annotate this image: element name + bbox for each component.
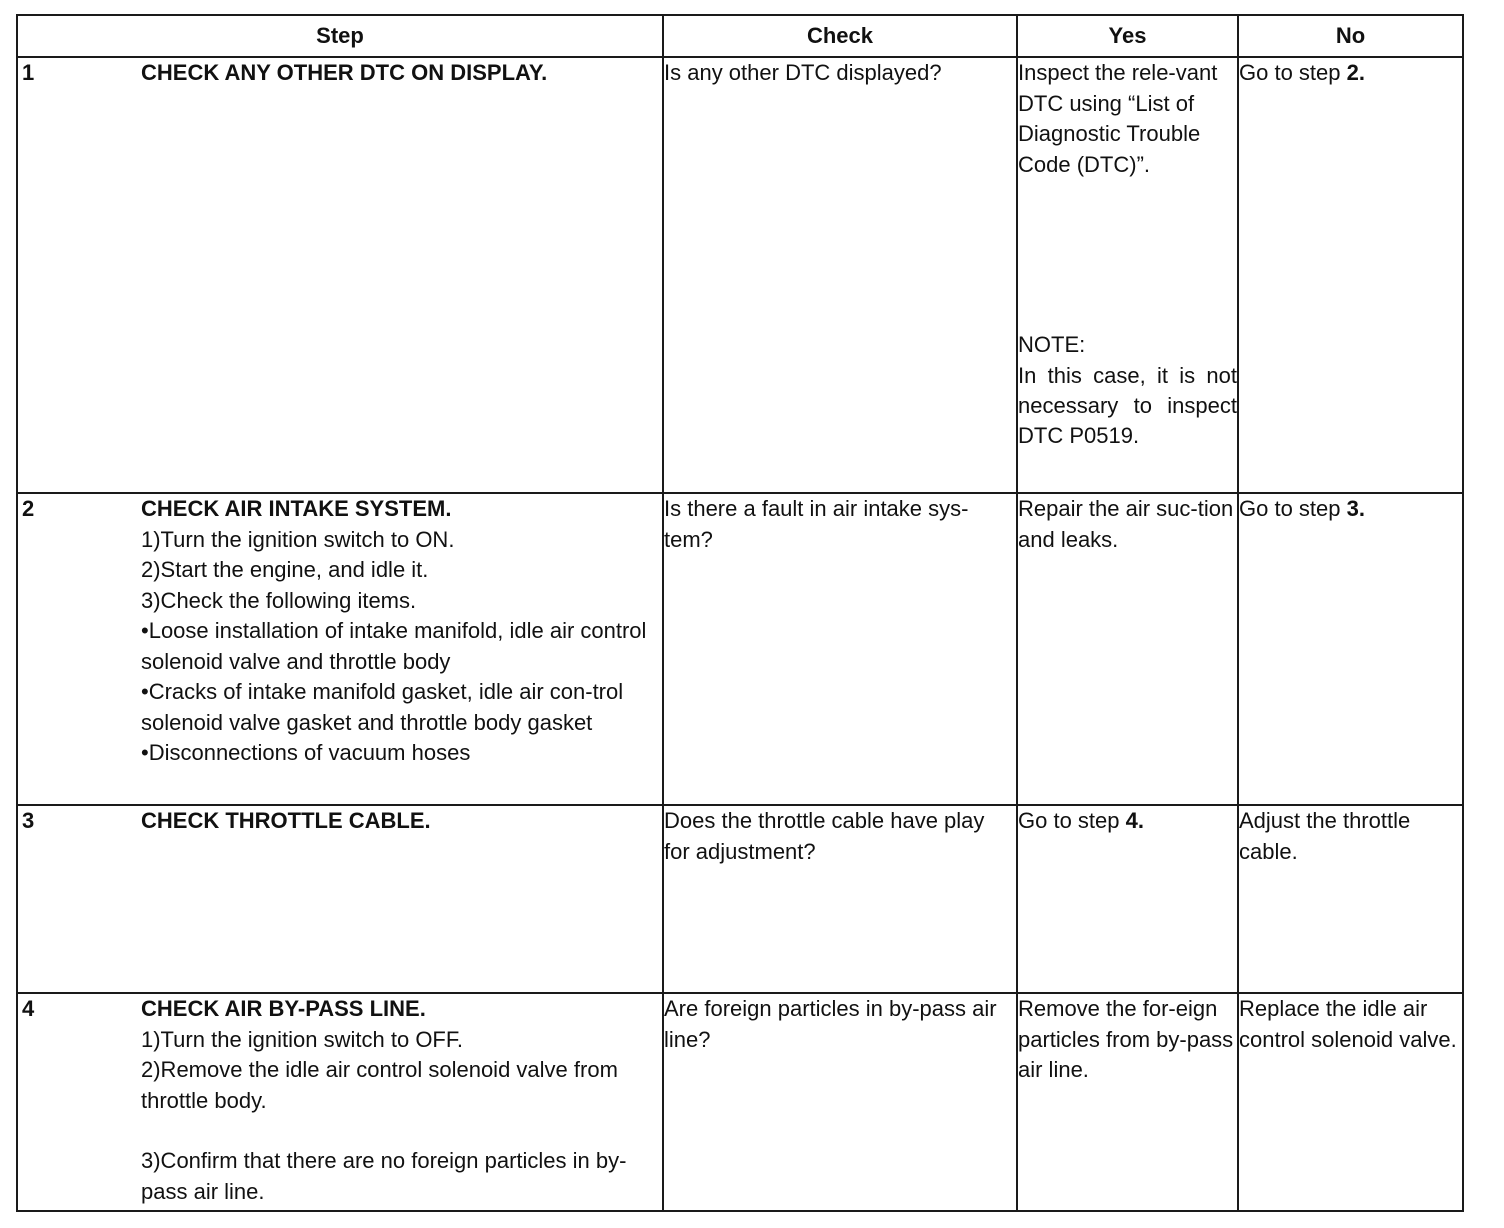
- yes-action: Inspect the rele-vant DTC using “List of Diagnostic Trouble Code (DTC)”.: [1018, 60, 1218, 177]
- step-cell: [17, 57, 663, 493]
- no-cell: [1238, 805, 1463, 993]
- step-title: CHECK THROTTLE CABLE.: [141, 808, 431, 833]
- check-cell: [663, 57, 1017, 493]
- header-no: No: [1238, 15, 1463, 57]
- check-question: Are foreign particles in by-pass air line?: [664, 996, 997, 1052]
- instruction: •Disconnections of vacuum hoses: [141, 740, 471, 765]
- header-yes: Yes: [1017, 15, 1238, 57]
- instruction: 1)Turn the ignition switch to OFF.: [141, 1026, 463, 1052]
- step-cell: [17, 493, 663, 805]
- table-row: [17, 57, 1463, 493]
- check-question: Is any other DTC displayed?: [664, 60, 942, 85]
- yes-action-step: 4.: [1125, 808, 1144, 833]
- instruction: •Cracks of intake manifold gasket, idle air con-trol solenoid valve gasket and throttle body gasket: [141, 679, 624, 735]
- instruction: 2)Remove the idle air control solenoid valve from throttle body.: [141, 1057, 618, 1113]
- yes-cell: [1017, 805, 1238, 993]
- header-step: Step: [17, 15, 663, 57]
- no-action: Replace the idle air control solenoid valve.: [1239, 996, 1457, 1052]
- step-cell: [17, 805, 663, 993]
- step-number: 3: [22, 808, 35, 833]
- no-action-step: 2.: [1346, 60, 1365, 85]
- step-number: 1: [22, 60, 35, 85]
- step-title: CHECK AIR INTAKE SYSTEM.: [141, 496, 452, 521]
- step-number: 2: [22, 496, 35, 521]
- step-title: CHECK ANY OTHER DTC ON DISPLAY.: [141, 60, 548, 85]
- no-cell: [1238, 493, 1463, 805]
- table-row: [17, 493, 1463, 805]
- header-row: [17, 15, 1463, 57]
- instruction: 1)Turn the ignition switch to ON.: [141, 526, 455, 552]
- yes-action: Remove the for-eign particles from by-pass air line.: [1018, 996, 1234, 1082]
- check-cell: [663, 493, 1017, 805]
- table-row: [17, 993, 1463, 1211]
- check-cell: [663, 993, 1017, 1211]
- no-action: Adjust the throttle cable.: [1239, 808, 1411, 864]
- yes-cell: [1017, 493, 1238, 805]
- step-number: 4: [22, 996, 35, 1021]
- no-action-prefix: Go to step: [1239, 60, 1341, 85]
- instruction: •Loose installation of intake manifold, idle air control solenoid valve and throttle body: [141, 618, 647, 674]
- step-title: CHECK AIR BY-PASS LINE.: [141, 996, 426, 1021]
- yes-action: Repair the air suc-tion and leaks.: [1018, 496, 1234, 552]
- table-row: [17, 805, 1463, 993]
- diagnostic-table: [16, 14, 1464, 1212]
- check-question: Does the throttle cable have play for adjustment?: [664, 808, 985, 864]
- yes-cell: [1017, 57, 1238, 493]
- instruction: 2)Start the engine, and idle it.: [141, 557, 429, 582]
- no-action-prefix: Go to step: [1239, 496, 1341, 521]
- check-cell: [663, 805, 1017, 993]
- yes-cell: [1017, 993, 1238, 1211]
- yes-action-prefix: Go to step: [1018, 808, 1120, 833]
- no-action-step: 3.: [1346, 496, 1365, 521]
- instruction: 3)Confirm that there are no foreign particles in by-pass air line.: [141, 1148, 627, 1204]
- step-cell: [17, 993, 663, 1211]
- no-cell: [1238, 57, 1463, 493]
- header-check: Check: [663, 15, 1017, 57]
- no-cell: [1238, 993, 1463, 1211]
- note-body: In this case, it is not necessary to inspect DTC P0519.: [1018, 362, 1237, 448]
- instruction: 3)Check the following items.: [141, 587, 417, 613]
- check-question: Is there a fault in air intake sys-tem?: [664, 496, 969, 552]
- note-label: NOTE:: [1018, 332, 1086, 357]
